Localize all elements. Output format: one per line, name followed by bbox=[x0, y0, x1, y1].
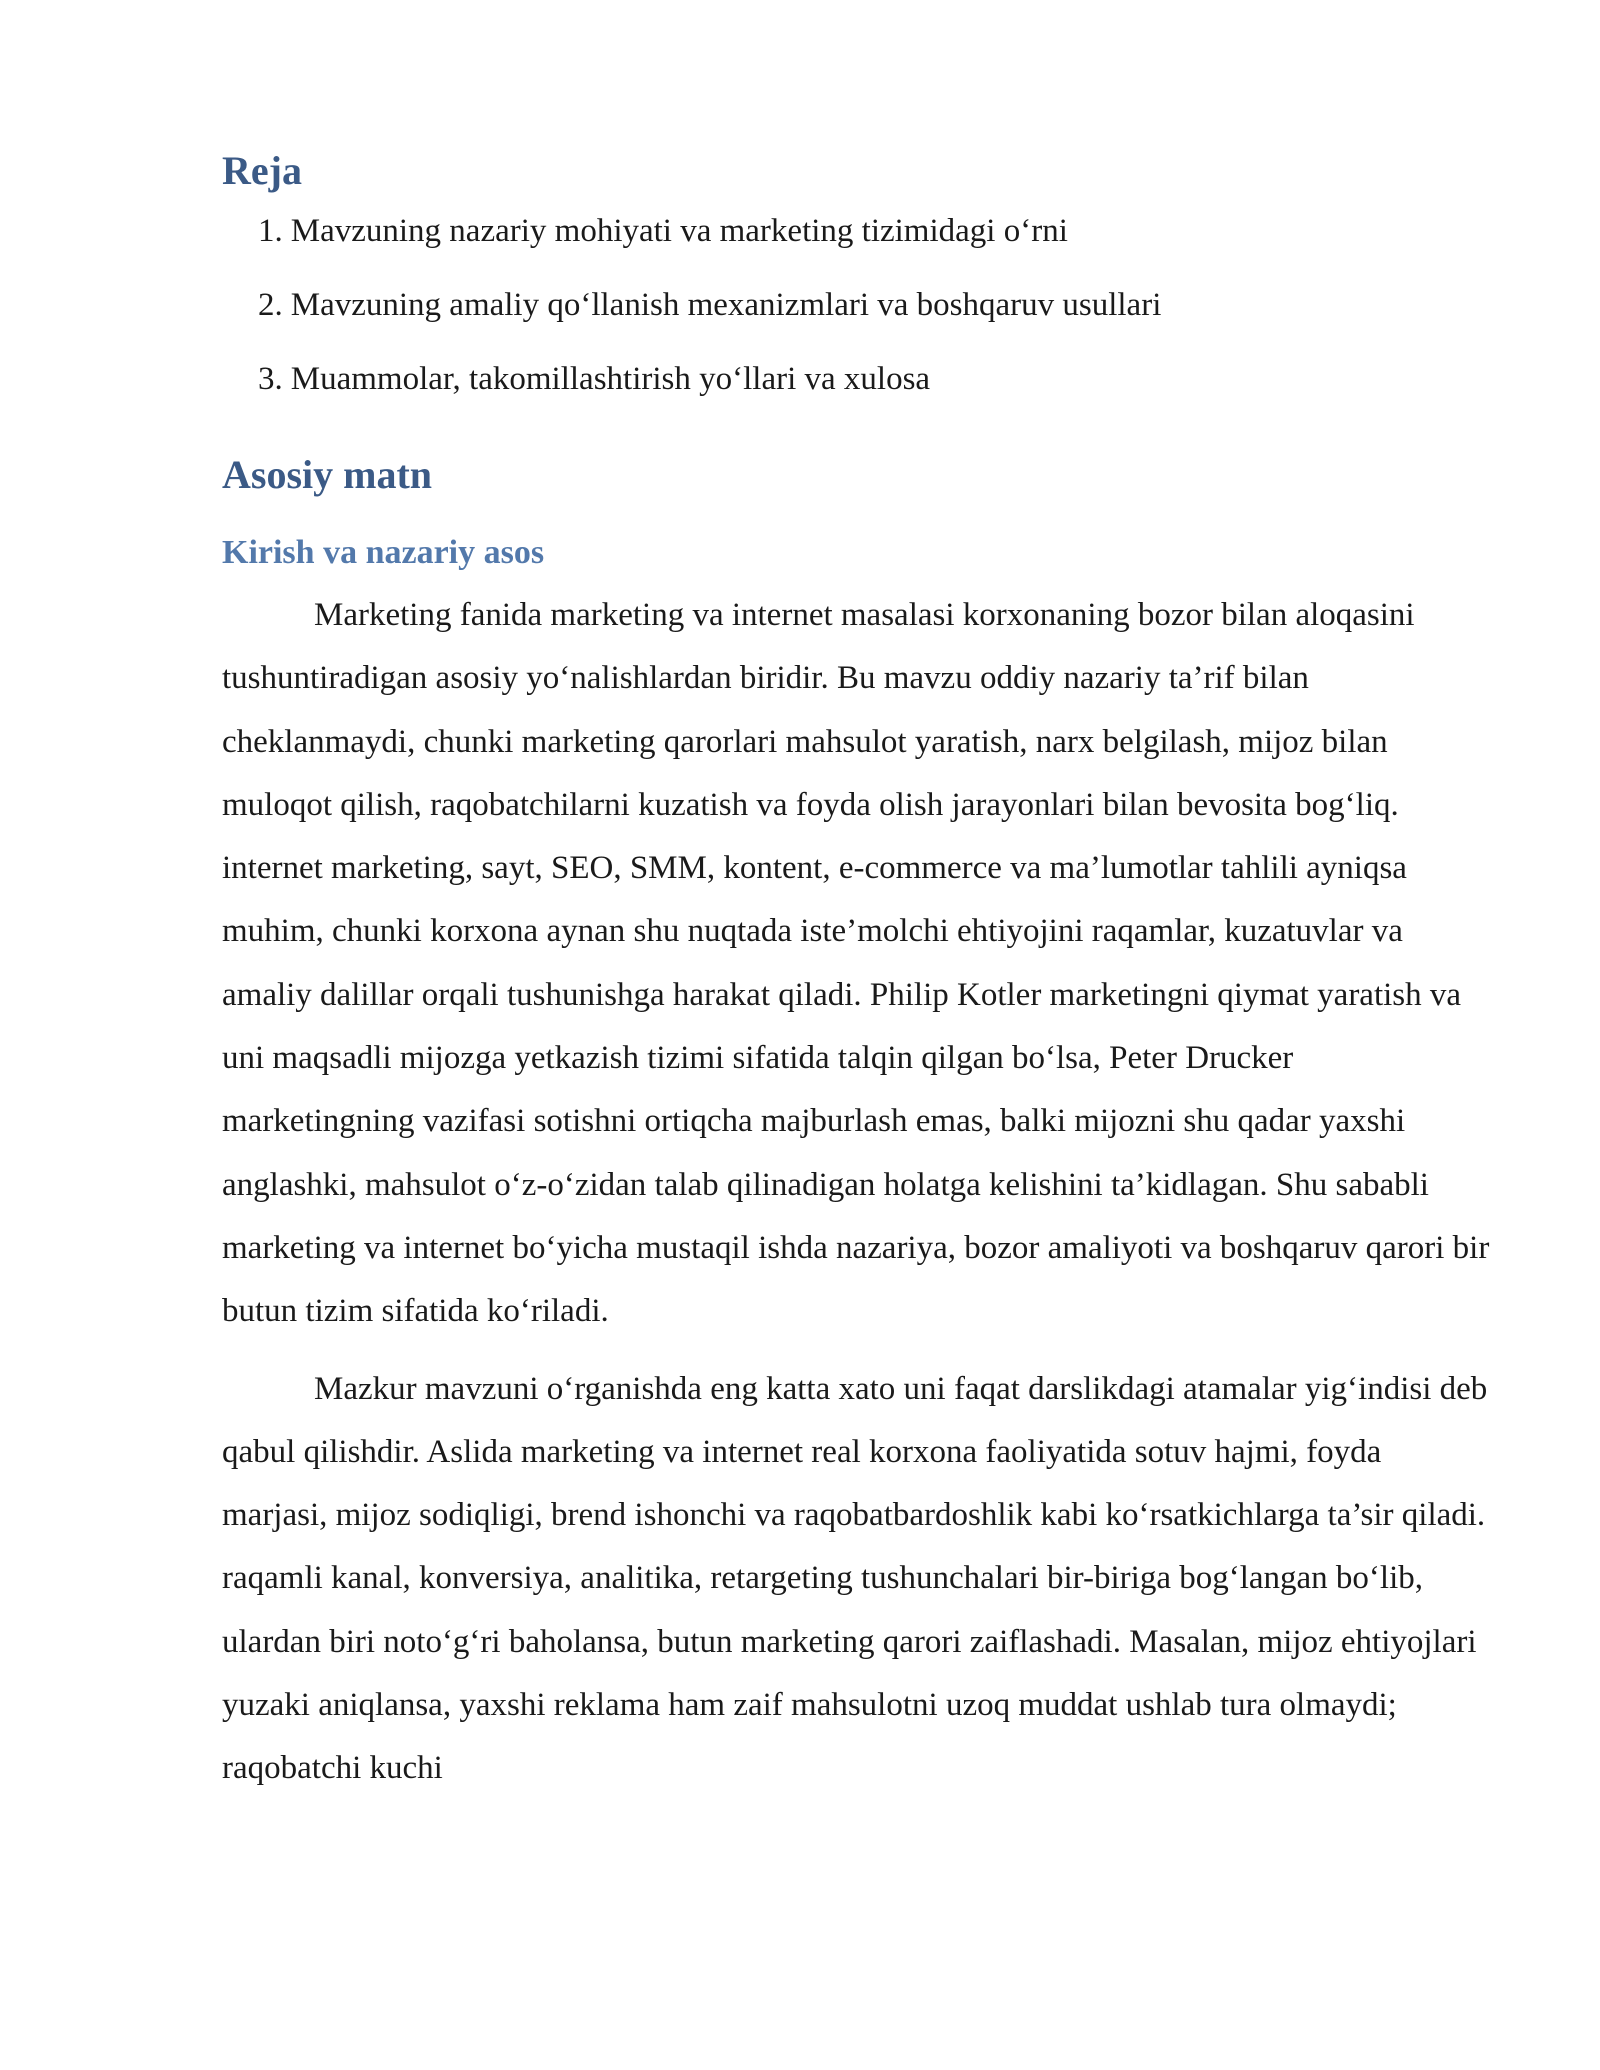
plan-item bbox=[258, 209, 1492, 253]
plan-item-number: 2. bbox=[258, 287, 283, 323]
body-paragraph: Marketing fanida marketing va internet masalasi korxonaning bozor bilan aloqasini tushuntiradigan asosiy yo‘nalishlardan biridir. Bu mavzu oddiy nazariy ta’rif bilan cheklanmaydi, chunki marketing qarorlari mahsulot yaratish, narx belgilash, mijoz bilan muloqot qilish, raqobatchilarni kuzatish va foyda olish jarayonlari bilan bevosita bog‘liq. internet marketing, sayt, SEO, SMM, kontent, e-commerce va ma’lumotlar tahlili ayniqsa muhim, chunki korxona aynan shu nuqtada iste’molchi ehtiyojini raqamlar, kuzatuvlar va amaliy dalillar orqali tushunishga harakat qiladi. Philip Kotler marketingni qiymat yaratish va uni maqsadli mijozga yetkazish tizimi sifatida talqin qilgan bo‘lsa, Peter Drucker marketingning vazifasi sotishni ortiqcha majburlash emas, balki mijozni shu qadar yaxshi anglashki, mahsulot o‘z-o‘zidan talab qilinadigan holatga kelishini ta’kidlagan. Shu sababli marketing va internet bo‘yicha mustaqil ishda nazariya, bozor amaliyoti va boshqaruv qarori bir butun tizim sifatida ko‘riladi. bbox=[222, 597, 1490, 1330]
main-heading: Asosiy matn bbox=[222, 452, 433, 497]
plan-item-text: Mavzuning nazariy mohiyati va marketing tizimidagi o‘rni bbox=[290, 213, 1068, 249]
plan-item-number: 3. bbox=[258, 361, 283, 397]
plan-item bbox=[258, 283, 1492, 327]
body-paragraph: Mazkur mavzuni o‘rganishda eng katta xato uni faqat darslikdagi atamalar yig‘indisi deb qabul qilishdir. Aslida marketing va internet real korxona faoliyatida sotuv hajmi, foyda marjasi, mijoz sodiqligi, brend ishonchi va raqobatbardoshlik kabi ko‘rsatkichlarga ta’sir qiladi. raqamli kanal, konversiya, analitika, retargeting tushunchalari bir-biriga bog‘langan bo‘lib, ulardan biri noto‘g‘ri baholansa, butun marketing qarori zaiflashadi. Masalan, mijoz ehtiyojlari yuzaki aniqlansa, yaxshi reklama ham zaif mahsulotni uzoq muddat ushlab tura olmaydi; raqobatchi kuchi bbox=[222, 1370, 1488, 1787]
plan-item-text: Muammolar, takomillashtirish yo‘llari va xulosa bbox=[290, 361, 931, 397]
section-heading: Kirish va nazariy asos bbox=[222, 534, 545, 571]
plan-item-text: Mavzuning amaliy qo‘llanish mexanizmlari va boshqaruv usullari bbox=[290, 287, 1162, 323]
plan-item bbox=[258, 357, 1492, 401]
plan-item-number: 1. bbox=[258, 213, 283, 249]
plan-list bbox=[222, 209, 1492, 401]
plan-heading: Reja bbox=[222, 148, 302, 193]
document-page bbox=[222, 145, 1492, 1801]
